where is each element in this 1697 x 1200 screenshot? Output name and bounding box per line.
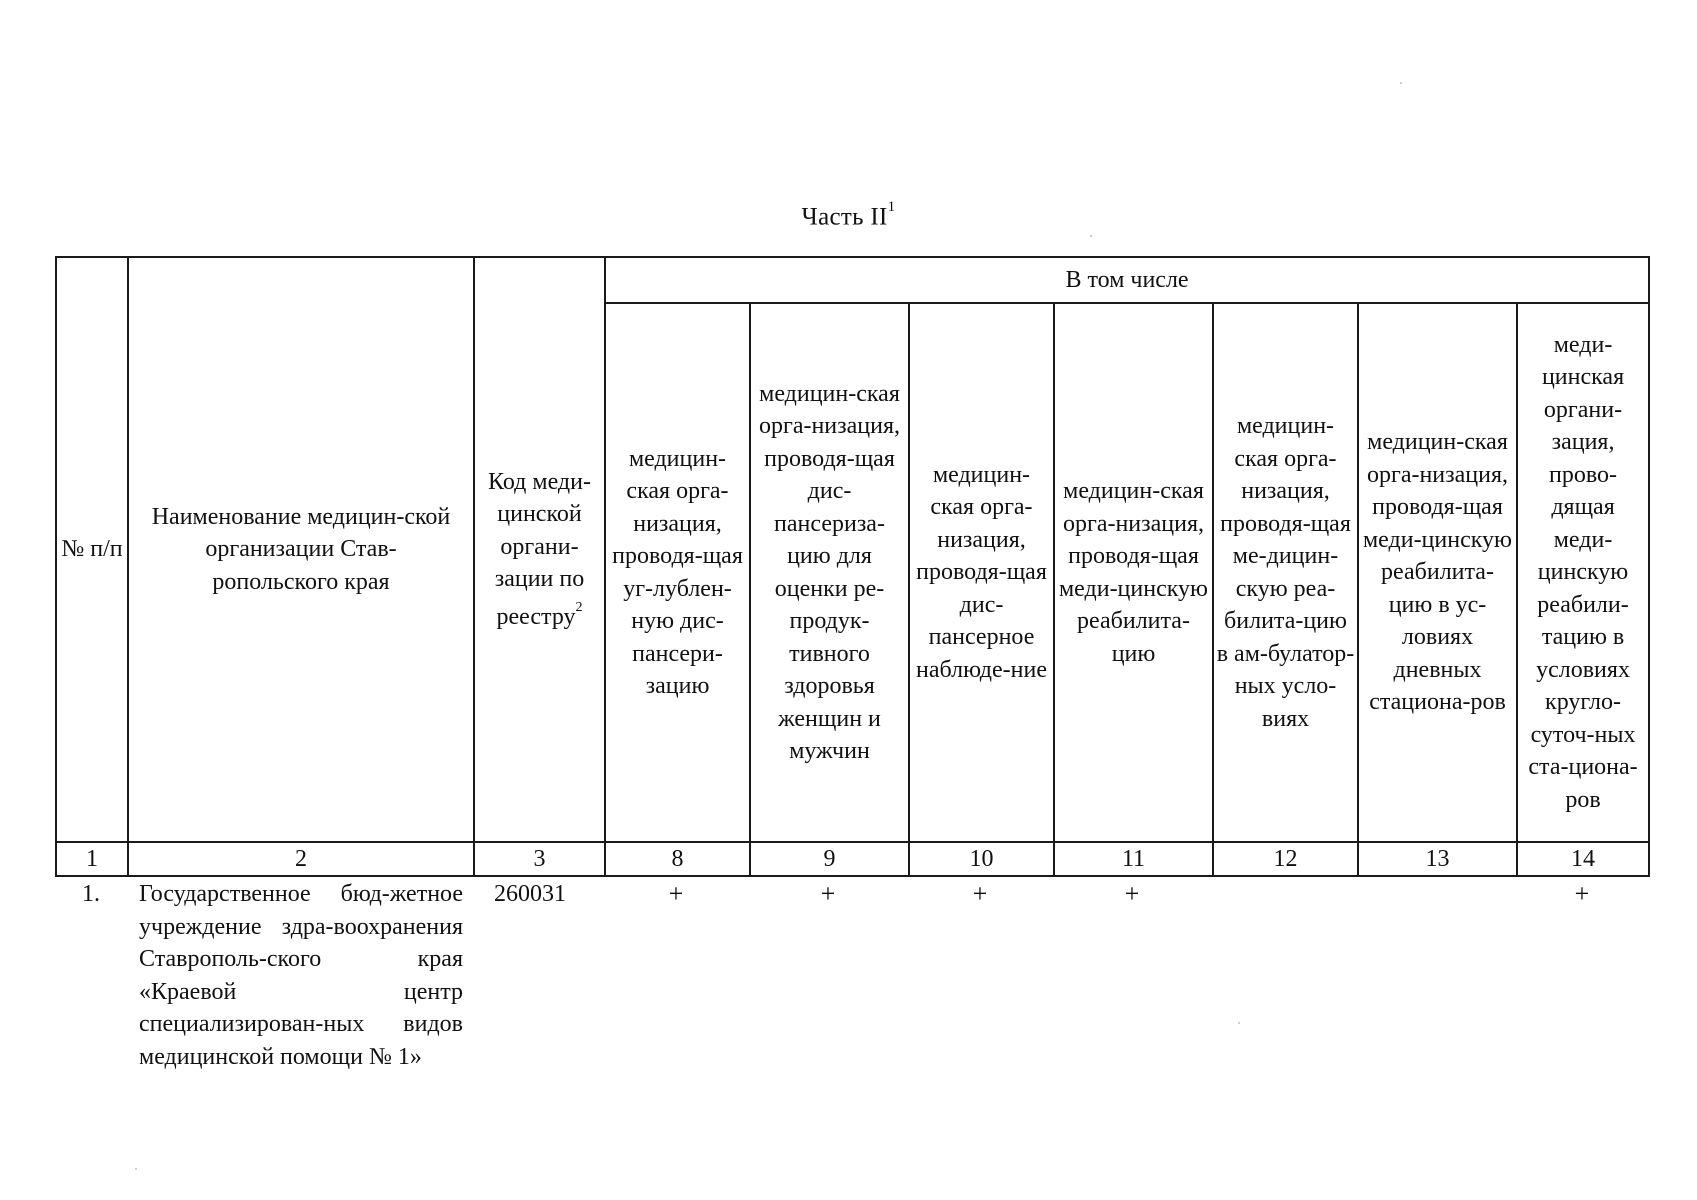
- header-col-8: медицин-ская орга-низация, проводя-щая уг-лублен-ную дис-пансери-зацию: [605, 303, 750, 842]
- header-col-14: меди-цинская органи-зация, прово-дящая меди-цинскую реабили-тацию в условиях кругло-суточ-ных ста-циона-ров: [1517, 303, 1649, 842]
- header-no: № п/п: [56, 257, 128, 842]
- col-number: 2: [128, 842, 474, 876]
- column-numbers-row: [56, 842, 1649, 876]
- col-number: 13: [1358, 842, 1517, 876]
- header-col-11: медицин-ская орга-низация, проводя-щая меди-цинскую реабилита-цию: [1054, 303, 1213, 842]
- header-name: Наименование медицин-ской организации Став-ропольского края: [128, 257, 474, 842]
- col-number: 10: [909, 842, 1054, 876]
- col-number: 11: [1054, 842, 1213, 876]
- col-number: 14: [1517, 842, 1649, 876]
- page-title: [0, 199, 1697, 231]
- mark-col-9: +: [820, 879, 836, 908]
- mark-col-14: +: [1574, 879, 1590, 908]
- mark-col-11: +: [1124, 879, 1140, 908]
- header-col-9: медицин-ская орга-низация, проводя-щая дис-пансериза-цию для оценки ре-продук-тивного здоровья женщин и мужчин: [750, 303, 909, 842]
- title-text: Часть II: [801, 203, 888, 231]
- mark-col-10: +: [972, 879, 988, 908]
- header-table: [55, 256, 1650, 877]
- mark-col-8: +: [668, 879, 684, 908]
- scan-speck: [1090, 235, 1092, 237]
- header-code-footnote: 2: [575, 599, 583, 615]
- col-number: 1: [56, 842, 128, 876]
- row-org-name: Государственное бюд-жетное учреждение здра-воохранения Ставрополь-ского края «Краевой центр специализирован-ных видов медицинской помощи № 1»: [139, 881, 463, 1070]
- title-footnote: 1: [887, 199, 896, 215]
- header-col-10: медицин-ская орга-низация, проводя-щая дис-пансерное наблюде-ние: [909, 303, 1054, 842]
- header-row-top: [56, 257, 1649, 303]
- row-org-code: 260031: [494, 881, 566, 907]
- row-number: 1.: [82, 881, 100, 907]
- scan-speck: [1400, 82, 1402, 84]
- col-number: 9: [750, 842, 909, 876]
- header-code-text: Код меди-цинской органи-зации по реестру: [488, 468, 591, 630]
- col-number: 12: [1213, 842, 1358, 876]
- scan-speck: [1238, 1022, 1240, 1024]
- header-col-13: медицин-ская орга-низация, проводя-щая меди-цинскую реабилита-цию в ус-ловиях дневных стациона-ров: [1358, 303, 1517, 842]
- header-group: В том числе: [605, 257, 1649, 303]
- col-number: 3: [474, 842, 605, 876]
- header-col-12: медицин-ская орга-низация, проводя-щая ме-дицин-скую реа-билита-цию в ам-булатор-ных усло-виях: [1213, 303, 1358, 842]
- scan-speck: [135, 1168, 137, 1170]
- col-number: 8: [605, 842, 750, 876]
- header-code: [474, 257, 605, 842]
